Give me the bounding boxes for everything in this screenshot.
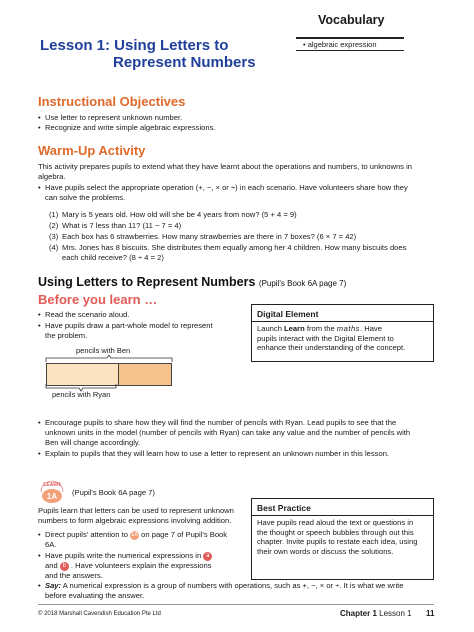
warmup-bullet-2: can solve the problems.: [45, 193, 126, 202]
copyright: © 2018 Marshall Cavendish Education Pte Ltd: [38, 611, 161, 617]
vocabulary-item: • algebraic expression: [303, 40, 377, 49]
best-practice-box: [251, 498, 434, 580]
say-bullet: • Say: A numerical expression is a group of numbers with operations, such as +, −, × or ÷. It is what we write: [45, 581, 404, 591]
direct-bullet: • Direct pupils' attention to 1A on page 7 of Pupil's Book: [45, 530, 227, 540]
best-practice-text: Have pupils read aloud the text or questions in the thought or speech bubbles through out this chapter. Invite pupils to restate each idea, using their own words or discuss the solutions.: [257, 518, 418, 556]
lesson-title-line1: Lesson 1: Using Letters to: [40, 37, 229, 54]
before-heading: Before you learn …: [38, 292, 158, 307]
problem-3: (3) Each box has 6 strawberries. How many strawberries are there in 7 boxes? (6 × 7 = 42): [49, 232, 357, 241]
part-whole-bar: [46, 363, 172, 386]
vocabulary-title: Vocabulary: [318, 13, 385, 27]
item-b-icon: b: [60, 562, 69, 571]
bar-part-ben: [47, 364, 118, 385]
model-top-label: pencils with Ben: [76, 346, 131, 355]
warmup-intro: This activity prepares pupils to extend what they have learnt about the operations and numbers, to unknowns in: [38, 162, 413, 171]
numerical-bullet-3: and the answers.: [45, 571, 103, 580]
digital-element-text: Launch Learn from the maths. Have pupils interact with the Digital Element to enhance their understanding of the concept.: [257, 324, 406, 352]
best-practice-title: Best Practice: [257, 503, 311, 513]
warmup-bullet: • Have pupils select the appropriate operation (+, −, × or ÷) in each scenario. Have volunteers share how they: [45, 183, 408, 193]
explain-bullet: • Explain to pupils that they will learn how to use a letter to represent an unknown number in this lesson.: [45, 449, 389, 459]
vocabulary-rule: [296, 37, 404, 39]
maths-brand-logo: maths: [336, 324, 360, 333]
warmup-heading: Warm-Up Activity: [38, 143, 146, 158]
warmup-intro-2: algebra.: [38, 172, 66, 181]
objectives-heading: Instructional Objectives: [38, 94, 186, 109]
section-ref: (Pupil's Book 6A page 7): [258, 279, 347, 288]
numerical-bullet-2: and b . Have volunteers explain the expressions: [45, 561, 212, 570]
model-brace-top: [44, 355, 174, 363]
learn-intro: Pupils learn that letters can be used to represent unknown: [38, 506, 234, 515]
lesson-title: [40, 37, 256, 71]
model-bottom-label: pencils with Ryan: [52, 390, 111, 399]
page-number: 11: [426, 609, 435, 618]
footer-rule: [38, 604, 434, 605]
encourage-bullet-2: unknown units in the model (number of pencils with Ryan) can take any value and the number of pencils with: [45, 428, 411, 437]
direct-bullet-2: 6A.: [45, 540, 57, 549]
before-bullet: • Have pupils draw a part-whole model to represent: [45, 321, 213, 331]
problem-4-cont: each child receive? (8 ÷ 4 = 2): [62, 253, 164, 262]
section-heading: [38, 275, 346, 289]
item-a-icon: a: [203, 552, 212, 561]
box-divider: [252, 321, 433, 322]
objective-item: • Recognize and write simple algebraic expressions.: [45, 123, 216, 133]
chapter-lesson: Chapter 1 Lesson 1: [340, 609, 412, 618]
section-title: Using Letters to Represent Numbers: [38, 275, 256, 289]
learn-badge-text: LEARN: [43, 482, 61, 488]
digital-element-box: [251, 304, 434, 362]
digital-element-title: Digital Element: [257, 309, 319, 319]
numerical-bullet: • Have pupils write the numerical expressions in a: [45, 551, 212, 561]
encourage-bullet: • Encourage pupils to share how they will find the number of pencils with Ryan. Lead pupils to see that the: [45, 418, 396, 428]
learn-badge-code: 1A: [46, 492, 58, 501]
vocabulary-rule-bottom: [296, 50, 404, 51]
learn-ref: (Pupil's Book 6A page 7): [72, 488, 155, 497]
learn-intro-2: numbers to form algebraic expressions involving addition.: [38, 516, 232, 525]
problem-1: (1) Mary is 5 years old. How old will she be 4 years from now? (5 + 4 = 9): [49, 210, 297, 219]
lesson-1a-icon: 1A: [130, 531, 139, 538]
problem-2: (2) What is 7 less than 11? (11 − 7 = 4): [49, 221, 182, 230]
objective-item: • Use letter to represent unknown number.: [45, 113, 182, 123]
before-bullet: • Read the scenario aloud.: [45, 310, 129, 320]
box-divider: [252, 515, 433, 516]
learn-badge-icon: [38, 478, 66, 506]
bar-split: [118, 364, 119, 385]
encourage-bullet-3: Ben will change accordingly.: [45, 438, 141, 447]
lesson-title-line2: Represent Numbers: [113, 54, 256, 71]
problem-4: (4) Mrs. Jones has 8 biscuits. She distributes them equally among her 4 children. How many biscuits does: [49, 243, 407, 252]
before-bullet-cont: the problem.: [45, 331, 88, 340]
say-bullet-2: before evaluating the answer.: [45, 591, 145, 600]
